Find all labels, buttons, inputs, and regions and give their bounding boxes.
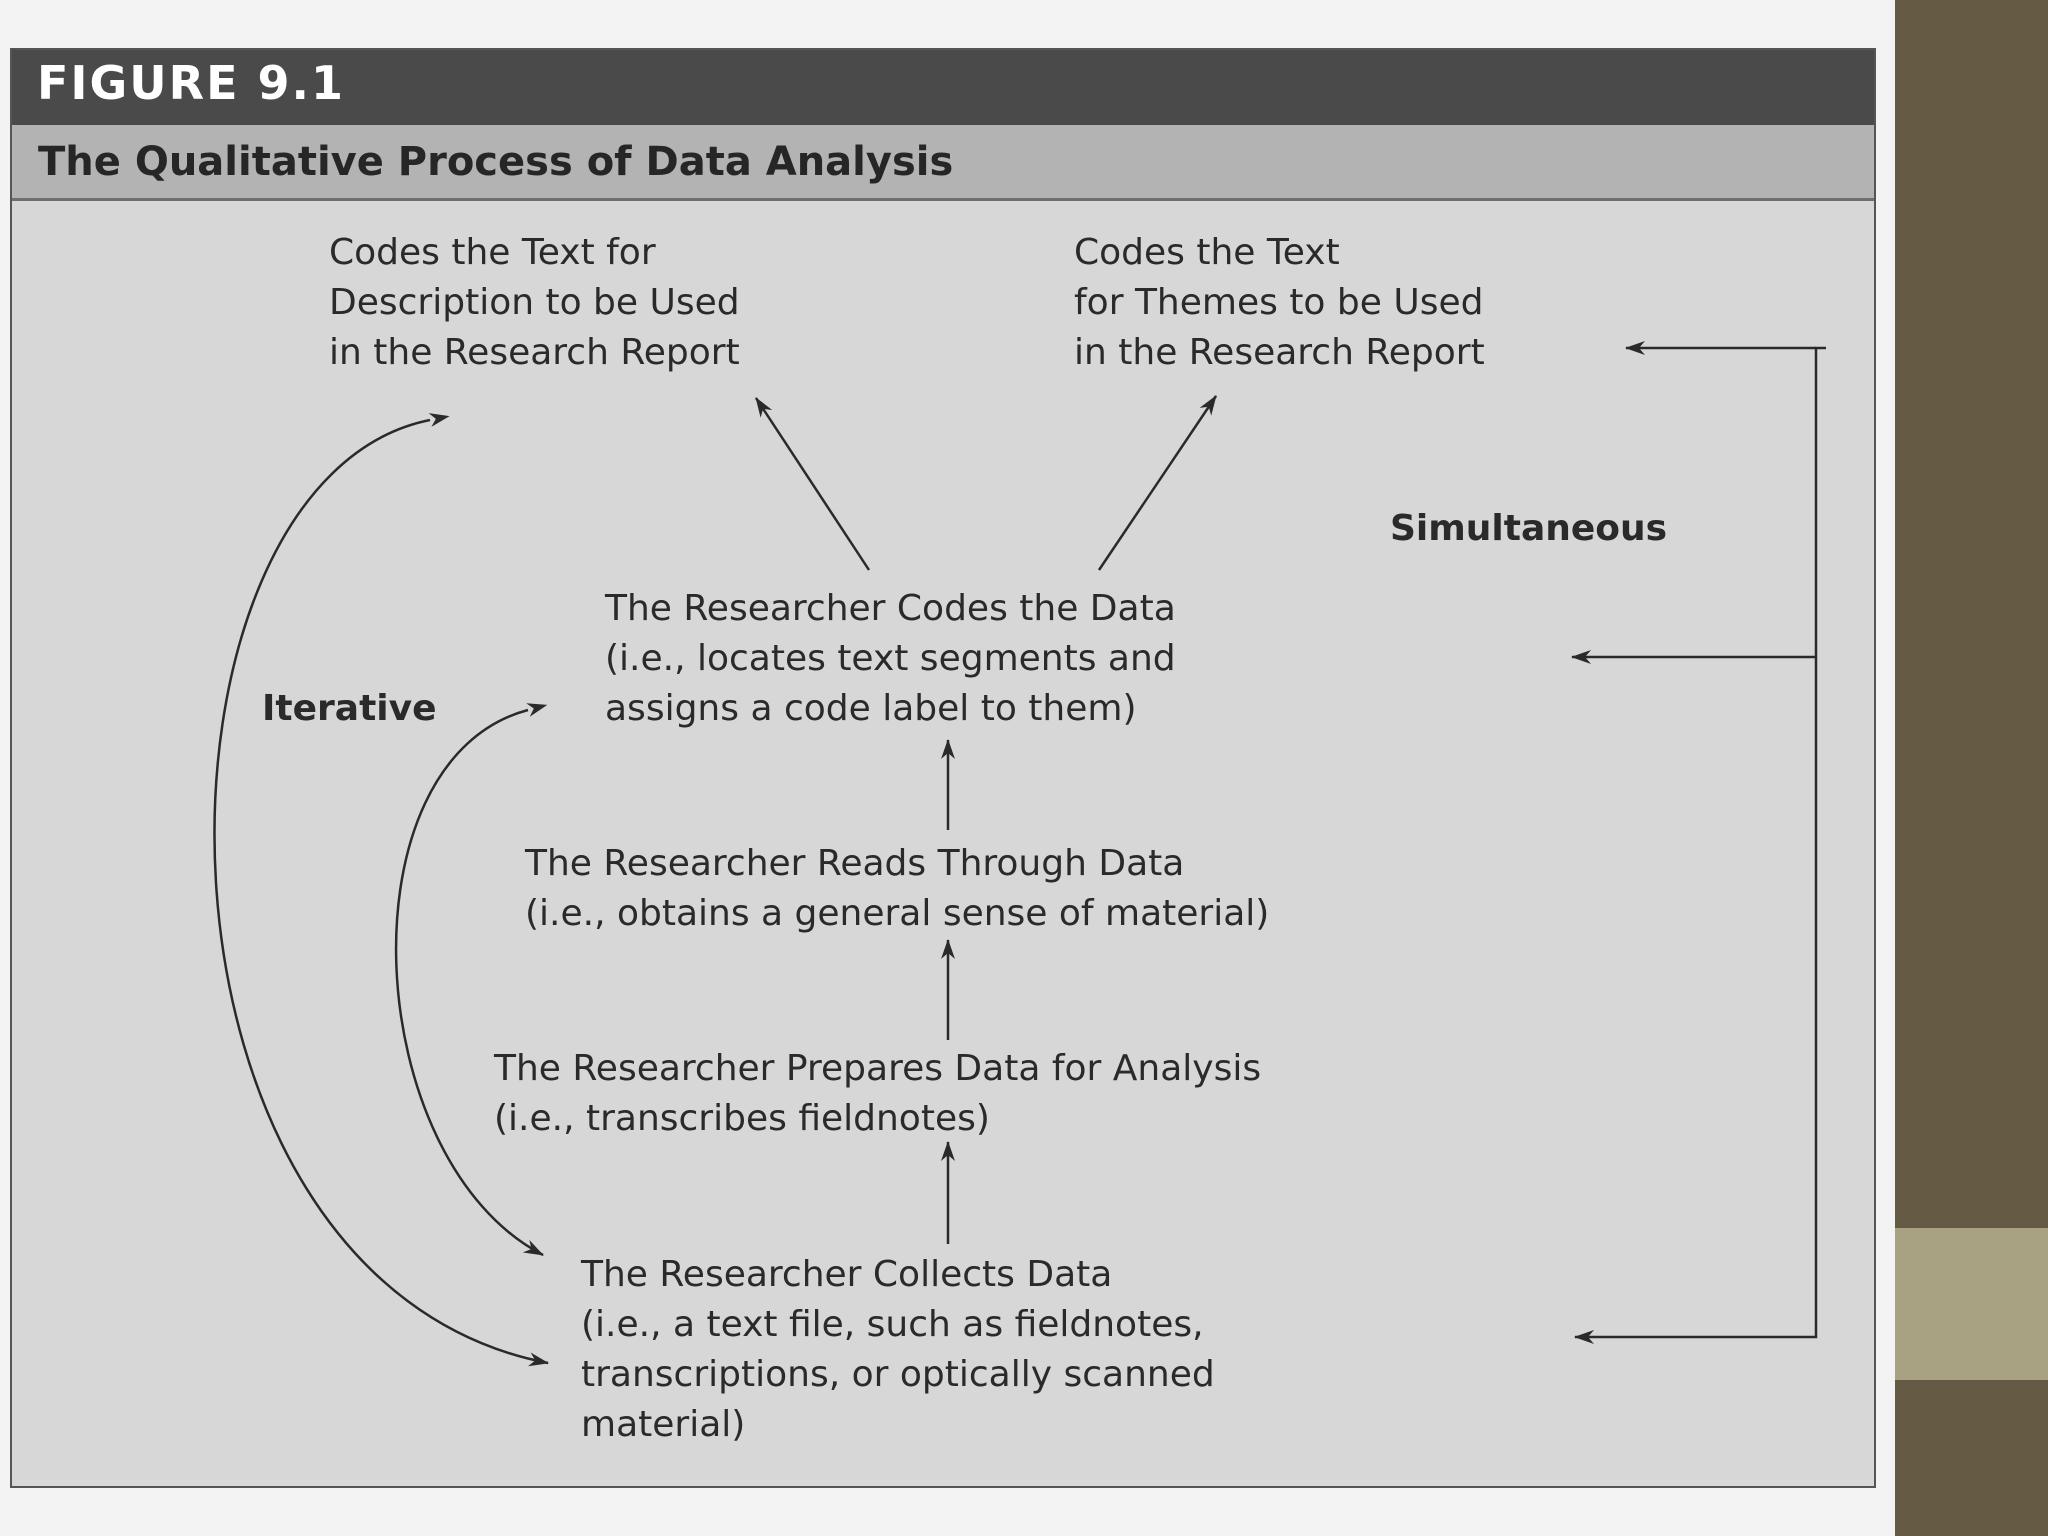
node-reads-data-line: (i.e., obtains a general sense of material)	[525, 893, 1270, 934]
arrow-to-themes	[1099, 396, 1216, 570]
node-codes-themes-line: in the Research Report	[1074, 332, 1485, 373]
node-codes-themes	[1074, 232, 1495, 373]
node-codes-data-line: assigns a code label to them)	[605, 688, 1137, 729]
iterative-inner-arrow	[396, 710, 543, 1255]
node-codes-data-line: The Researcher Codes the Data	[605, 588, 1176, 629]
node-codes-themes-line: Codes the Text	[1074, 232, 1340, 273]
node-prepares-data	[493, 1048, 1273, 1139]
node-collects-data-line: The Researcher Collects Data	[581, 1254, 1113, 1295]
node-codes-description	[329, 232, 751, 373]
figure-label: FIGURE 9.1	[37, 56, 345, 110]
node-codes-data	[604, 588, 1187, 729]
node-collects-data	[580, 1254, 1226, 1445]
node-prepares-data-line: The Researcher Prepares Data for Analysis	[494, 1048, 1262, 1089]
node-reads-data	[524, 843, 1269, 934]
node-codes-themes-line: for Themes to be Used	[1074, 282, 1484, 323]
node-prepares-data-line: (i.e., transcribes fieldnotes)	[494, 1098, 990, 1139]
node-collects-data-line: transcriptions, or optically scanned	[581, 1354, 1215, 1395]
node-codes-description-line: in the Research Report	[329, 332, 740, 373]
simultaneous-label: Simultaneous	[1390, 508, 1668, 549]
simultaneous-bracket-bottom	[1575, 348, 1826, 1337]
node-reads-data-line: The Researcher Reads Through Data	[525, 843, 1185, 884]
node-collects-data-line: material)	[581, 1404, 746, 1445]
arrow-to-description	[756, 398, 869, 570]
node-codes-data-line: (i.e., locates text segments and	[605, 638, 1176, 679]
node-codes-description-line: Codes the Text for	[329, 232, 656, 273]
node-collects-data-line: (i.e., a text file, such as fieldnotes,	[581, 1304, 1204, 1345]
node-codes-description-line: Description to be Used	[329, 282, 740, 323]
figure-title: The Qualitative Process of Data Analysis	[38, 139, 954, 185]
iterative-label: Iterative	[262, 688, 437, 729]
